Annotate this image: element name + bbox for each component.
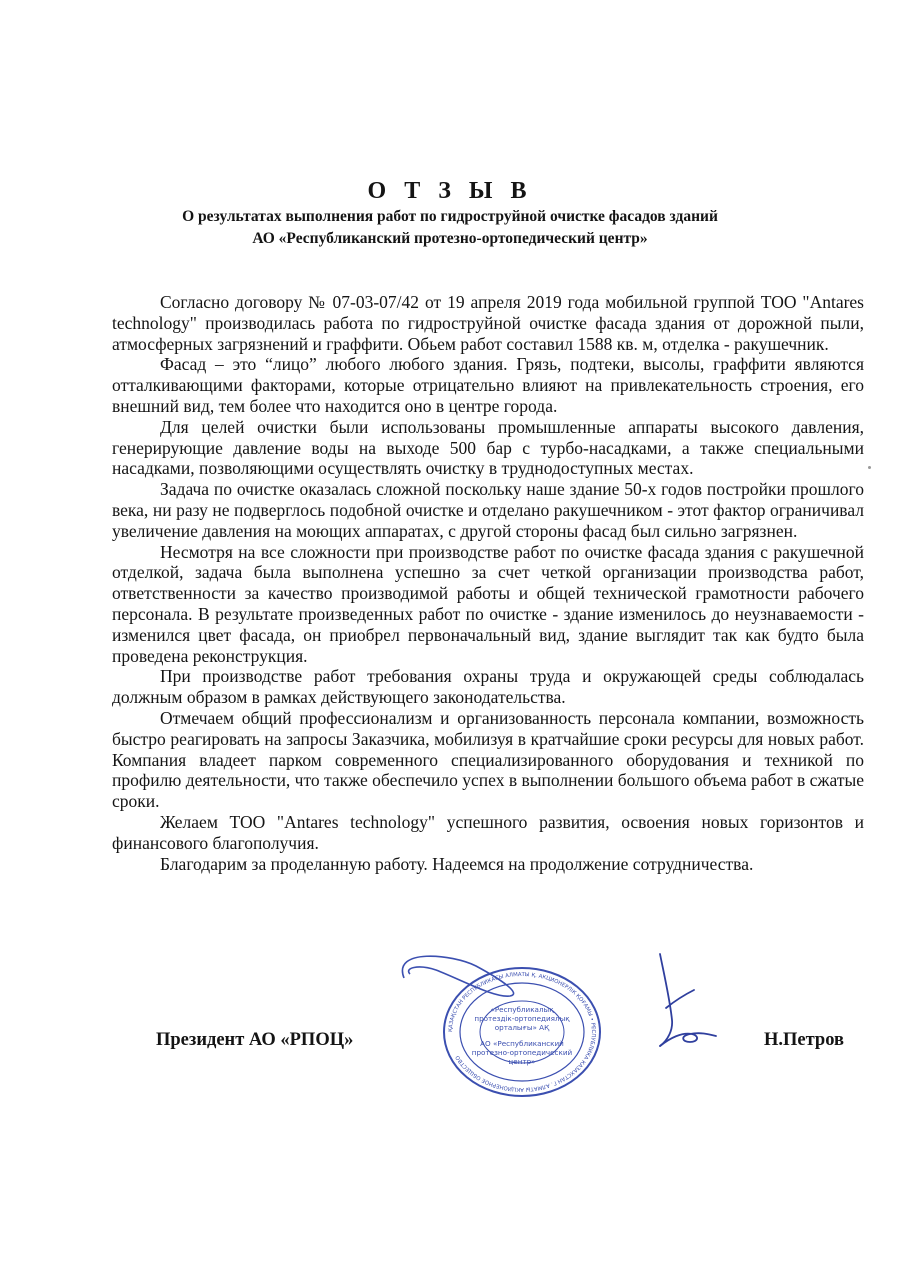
document-header xyxy=(0,176,900,250)
document-title: О Т З Ы В xyxy=(367,178,533,204)
stamp-text-line4: АО «Республиканский xyxy=(480,1039,564,1048)
paragraph-thanks: Благодарим за проделанную работу. Надеемся на продолжение сотрудничества. xyxy=(160,853,754,874)
document-subtitle-line2: АО «Республиканский протезно-ортопедический центр» xyxy=(252,230,648,247)
stamp-ring-text: ҚАЗАҚСТАН РЕСПУБЛИКАСЫ АЛМАТЫ Қ. АКЦИОНЕРЛІК ҚОҒАМЫ • РЕСПУБЛИКА КАЗАХСТАН Г. АЛМАТЫ АКЦИОНЕРНОЕ ОБЩЕСТВО xyxy=(447,971,597,1093)
stamp-text-line2: протездік-ортопедиялық xyxy=(474,1014,570,1023)
stamp-text-line5: протезно-ортопедический xyxy=(471,1048,573,1057)
paragraph-facade: Фасад – это “лицо” любого любого здания. Грязь, подтеки, высолы, граффити являются отталкивающими факторами, которые отрицательно влияют на привлекательность строения, его внешний вид, тем более что находится оно в центре города. xyxy=(112,354,864,416)
paragraph-difficulty: Задача по очистке оказалась сложной поскольку наше здание 50-х годов постройки прошлого века, ни разу не подверглось подобной очистке и отделано ракушечником - этот фактор ограничивал увеличение давления на моющих аппаратах, с другой стороны фасад был сильно загрязнен. xyxy=(112,479,864,541)
signatory-role: Президент АО «РПОЦ» xyxy=(156,1030,354,1050)
round-seal-stamp-icon xyxy=(392,950,612,1100)
stamp-text-line1: «Республикалық xyxy=(490,1005,554,1014)
paragraph-professionalism: Отмечаем общий профессионализм и организованность персонала компании, возможность быстро реагировать на запросы Заказчика, мобилизуя в кратчайшие сроки ресурсы для новых работ. Компания владеет парком современного специализированного оборудования и техникой по профилю деятельности, что также обеспечило успех в выполнении большого объема работ в сжатые сроки. xyxy=(112,707,865,812)
stamp-text-line6: центр» xyxy=(508,1057,536,1066)
document-subtitle-line1: О результатах выполнения работ по гидроструйной очистке фасадов зданий xyxy=(182,208,718,225)
paragraph-equipment: Для целей очистки были использованы промышленные аппараты высокого давления, генерирующие давление воды на выходе 500 бар с турбо-насадками, а также специальными насадками, позволяющими осуществлять очистку в труднодоступных местах. xyxy=(112,416,864,479)
stamp-text-line3: орталығы» АҚ xyxy=(494,1023,550,1032)
margin-mark xyxy=(868,466,871,469)
document-body xyxy=(112,292,864,874)
paragraph-safety: При производстве работ требования охраны труда и окружающей среды соблюдалась должным образом в рамках действующего законодательства. xyxy=(112,666,864,708)
paragraph-contract: Согласно договору № 07-03-07/42 от 19 апреля 2019 года мобильной группой ТОО "Antares technology" производилась работа по гидроструйной очистке фасада здания от дорожной пыли, атмосферных загрязнений и граффити. Обьем работ составил 1588 кв. м, отделка - ракушечник. xyxy=(112,292,864,354)
paragraph-wishes: Желаем ТОО "Antares technology" успешного развития, освоения новых горизонтов и финансового благополучия. xyxy=(112,811,864,853)
paragraph-result: Несмотря на все сложности при производстве работ по очистке фасада здания с ракушечной отделкой, задача была выполнена успешно за счет четкой организации производства работ, ответственности за качество производимой работы и общей технической грамотности рабочего персонала. В результате произведенных работ по очистке - здание изменилось до неузнаваемости - изменился цвет фасада, он приобрел первоначальный вид, здание выглядит так как будто была проведена реконструкция. xyxy=(112,541,864,666)
signatory-name: Н.Петров xyxy=(764,1030,844,1050)
handwritten-signature-icon xyxy=(646,950,720,1054)
